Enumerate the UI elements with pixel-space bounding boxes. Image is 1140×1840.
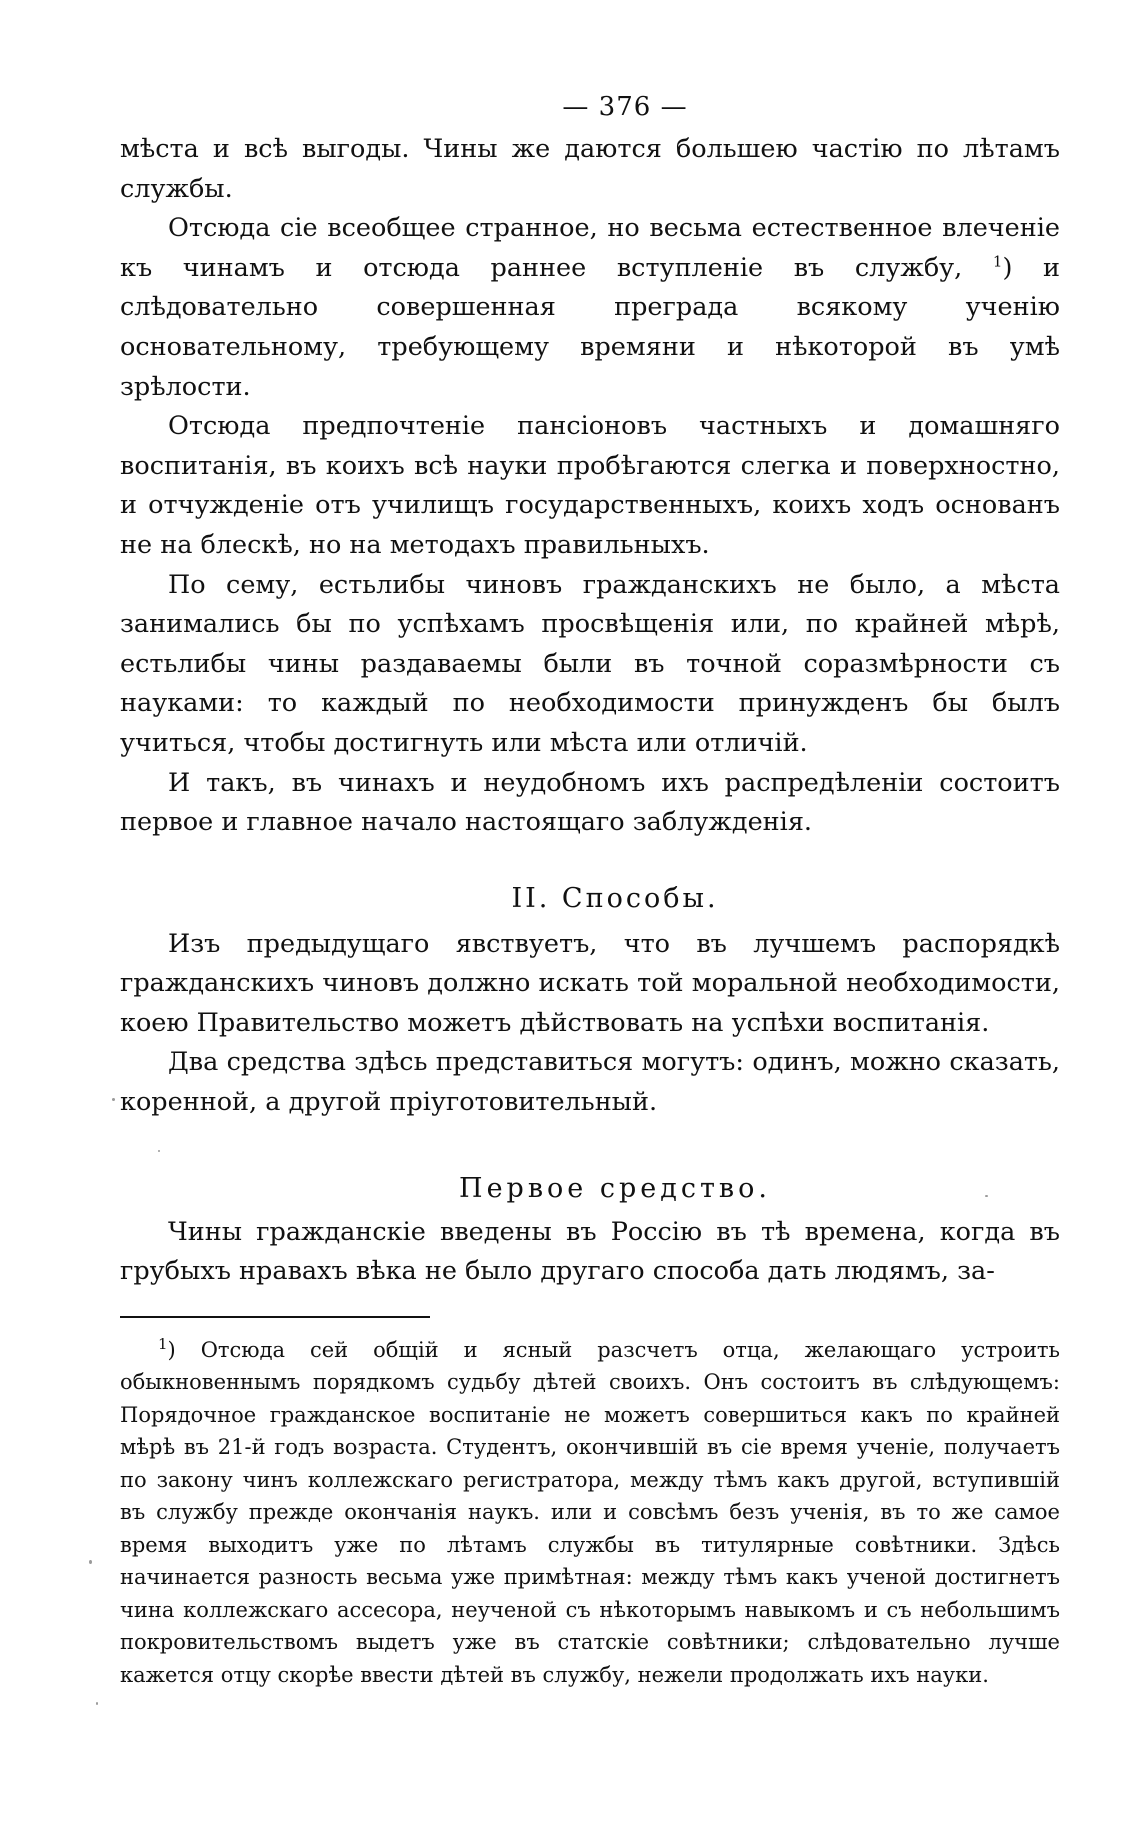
subsection-paragraph-1: Чины гражданскіе введены въ Россію въ тѣ времена, когда въ грубыхъ нравахъ вѣка не было другаго способа дать людямъ, за- [120, 1216, 1060, 1287]
paragraph-3: Отсюда предпочтеніе пансіоновъ частныхъ и домашняго воспитанія, въ коихъ всѣ науки пробѣгаются слегка и поверхностно, и отчужденіе отъ училищъ государственныхъ, коихъ ходъ основанъ не на блескѣ, но на методахъ правильныхъ. [120, 411, 1060, 560]
paragraph-1: мѣста и всѣ выгоды. Чины же даются большею частію по лѣтамъ службы. [120, 134, 1060, 204]
footnote [120, 1334, 1060, 1692]
scan-speck [985, 1195, 988, 1197]
scan-speck [89, 1560, 92, 1564]
section-paragraph-1: Изъ предыдущаго явствуетъ, что въ лучшемъ распорядкѣ гражданскихъ чиновъ должно искать той моральной необходимости, коею Правительство можетъ дѣйствовать на успѣхи воспитанія. [120, 928, 1060, 1038]
subsection-heading: Первое средство. [459, 1172, 771, 1204]
scan-speck [158, 1150, 160, 1152]
paragraph-5: И такъ, въ чинахъ и неудобномъ ихъ распредѣленіи состоитъ первое и главное начало настоящаго заблужденія. [120, 767, 1060, 838]
paragraph-2-text-b: ) и слѣдовательно совершенная преграда всякому ученію основательному, требующему времяни и нѣкоторой въ умѣ зрѣлости. [120, 252, 1060, 402]
book-page [120, 90, 1060, 1691]
section-paragraph-2: Два средства здѣсь представиться могутъ: одинъ, можно сказать, коренной, а другой пріуготовительный. [120, 1047, 1060, 1118]
footnote-divider [120, 1316, 430, 1318]
page-number: — 376 — [562, 92, 688, 122]
paragraph-4: По сему, естьлибы чиновъ гражданскихъ не было, а мѣста занимались бы по успѣхамъ просвѣщенія или, по крайней мѣрѣ, естьлибы чины раздаваемы были въ точной соразмѣрности съ науками: то каждый по необходимости принужденъ бы былъ учиться, чтобы достигнуть или мѣста или отличій. [120, 569, 1060, 758]
scan-speck [112, 1098, 115, 1101]
footnote-text: ) Отсюда сей общій и ясный разсчетъ отца, желающаго устроить обыкновеннымъ порядкомъ судьбу дѣтей своихъ. Онъ состоитъ въ слѣдующемъ: Порядочное гражданское воспитаніе не можетъ совершиться какъ по крайней мѣрѣ въ 21-й годъ возраста. Студентъ, окончившій въ сіе время ученіе, получаетъ по закону чинъ коллежскаго регистратора, между тѣмъ какъ другой, вступившій въ службу прежде окончанія наукъ. или и совсѣмъ безъ ученія, въ то же самое время выходитъ уже по лѣтамъ службы въ титулярные совѣтники. Здѣсь начинается разность весьма уже примѣтная: между тѣмъ какъ ученой достигнетъ чина коллежскаго ассесора, неученой съ нѣкоторымъ навыкомъ и съ небольшимъ покровительствомъ выдетъ уже въ статскіе совѣтники; слѣдовательно лучше кажется отцу скорѣе ввести дѣтей въ службу, нежели продолжать ихъ науки. [120, 1337, 1060, 1687]
paragraph-2 [120, 209, 1060, 407]
paragraph-2-text-a: Отсюда сіе всеобщее странное, но весьма естественное влеченіе къ чинамъ и отсюда раннее вступленіе въ службу, [120, 213, 1060, 283]
footnote-marker: 1 [158, 1334, 168, 1353]
section-heading: II. Способы. [511, 882, 719, 914]
scan-speck [96, 1702, 98, 1705]
footnote-paragraph [120, 1334, 1060, 1692]
footnote-reference: 1 [992, 252, 1003, 271]
